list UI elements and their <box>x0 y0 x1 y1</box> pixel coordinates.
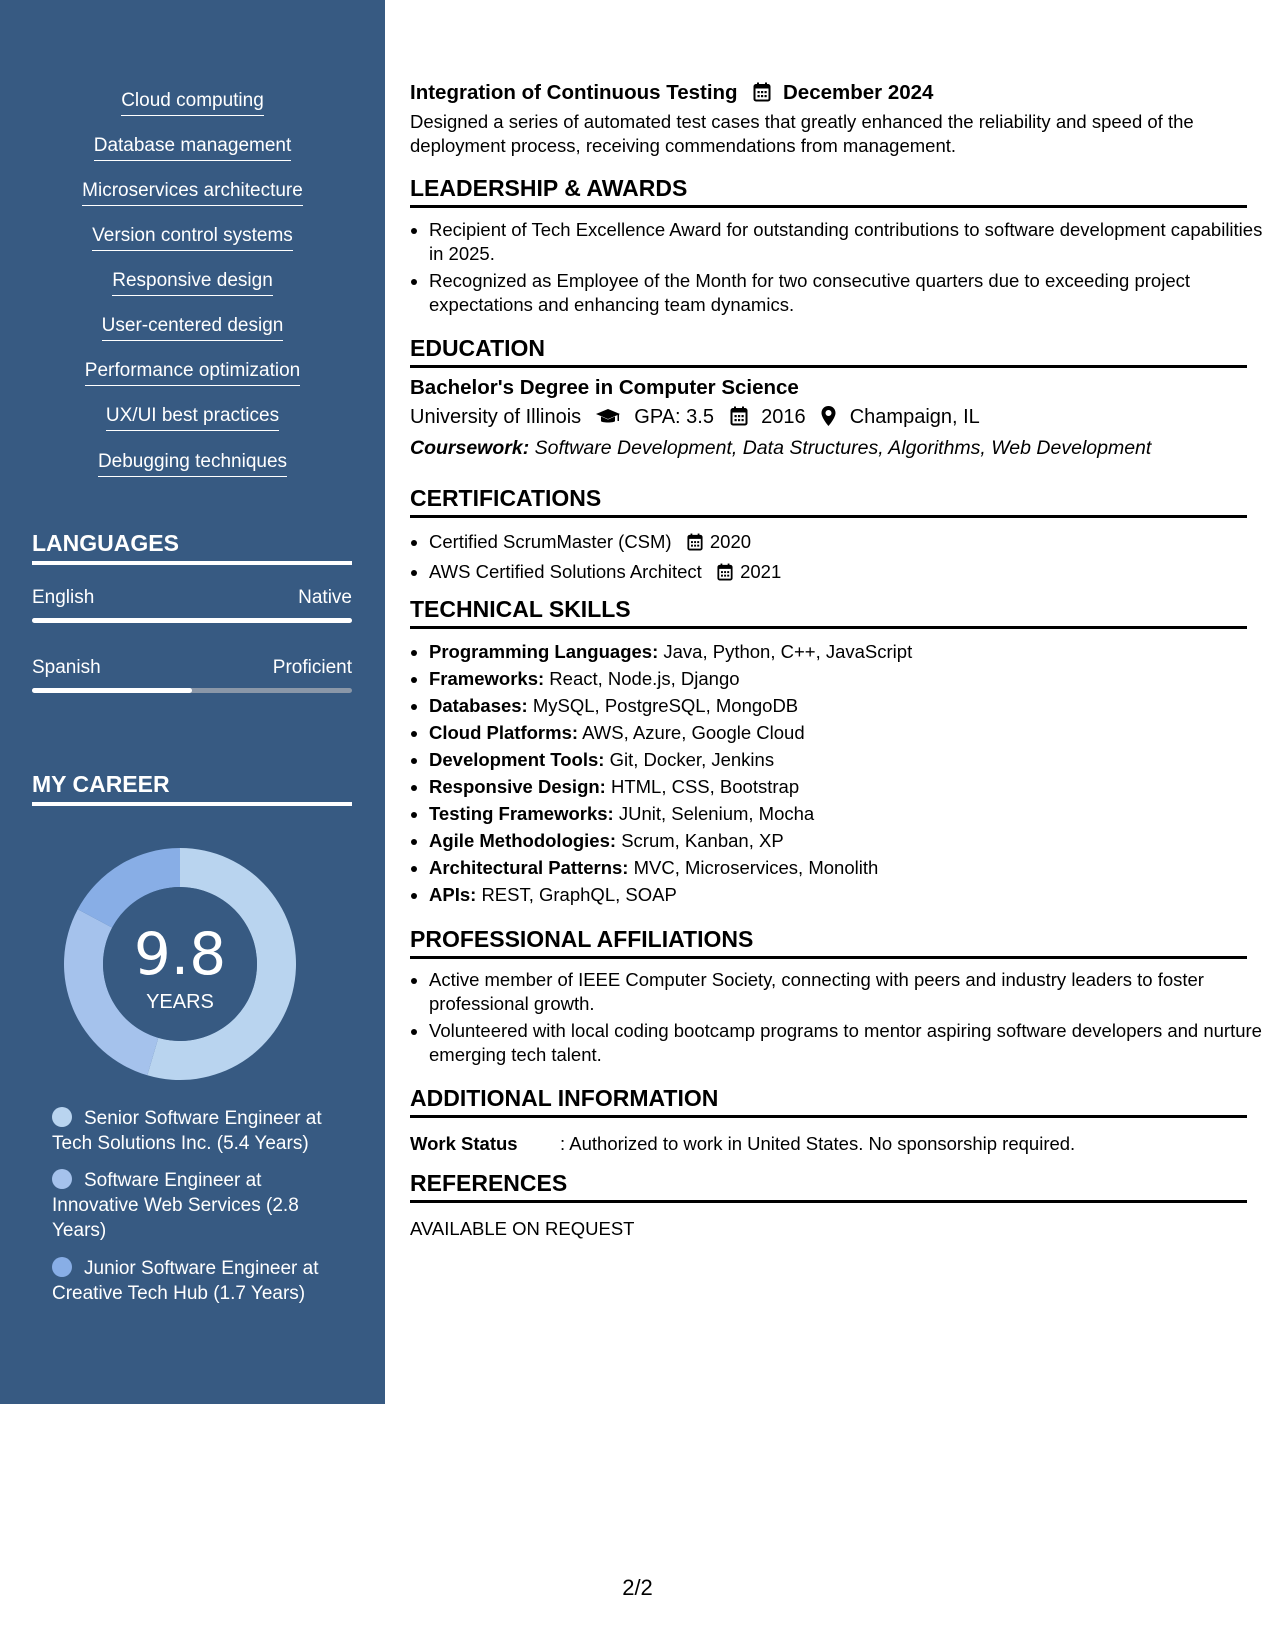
coursework-list: Software Development, Data Structures, Algorithms, Web Development <box>534 437 1152 459</box>
skill-value: JUnit, Selenium, Mocha <box>618 803 815 824</box>
list-item <box>429 773 1266 800</box>
graduation-year: 2016 <box>761 406 806 428</box>
list-item <box>429 719 1266 746</box>
career-item: Junior Software Engineer at Creative Tech Hub (1.7 Years) <box>52 1258 319 1304</box>
list-item: • Recipient of Tech Excellence Award for outstanding contributions to software development capabilities in 2025. <box>429 218 1266 266</box>
list-item <box>429 665 1266 692</box>
education-details <box>410 405 1247 432</box>
language-name: English <box>32 587 95 608</box>
skill-value: REST, GraphQL, SOAP <box>481 884 677 905</box>
references-heading: REFERENCES <box>410 1170 1247 1203</box>
language-bar-fill <box>32 618 352 623</box>
skill-label: Agile Methodologies: <box>429 830 617 851</box>
legend-dot <box>52 1257 72 1277</box>
languages-heading: LANGUAGES <box>32 530 352 565</box>
work-status-label: Work Status <box>410 1133 518 1154</box>
skill-item: Responsive design <box>0 270 385 296</box>
career-item: Senior Software Engineer at Tech Solutions Inc. (5.4 Years) <box>52 1108 322 1154</box>
skill-label: Development Tools: <box>429 749 605 770</box>
list-item <box>429 854 1266 881</box>
page-number: 2/2 <box>622 1575 653 1600</box>
list-item <box>429 638 1266 665</box>
list-item <box>429 881 1266 908</box>
technical-skills-list <box>410 638 1266 908</box>
certification-name: AWS Certified Solutions Architect <box>429 561 702 582</box>
project-description: Designed a series of automated test cases that greatly enhanced the reliability and speed of the deployment process, receiving commendations from management. <box>410 111 1194 156</box>
skill-item: Debugging techniques <box>0 451 385 477</box>
list-item: • Volunteered with local coding bootcamp programs to mentor aspiring software developers and nurture emerging tech talent. <box>429 1019 1266 1067</box>
additional-info-heading: ADDITIONAL INFORMATION <box>410 1085 1247 1118</box>
calendar-icon <box>687 531 703 558</box>
skill-value: MySQL, PostgreSQL, MongoDB <box>532 695 799 716</box>
legend-dot <box>52 1107 72 1127</box>
skill-label: Architectural Patterns: <box>429 857 629 878</box>
list-item <box>429 827 1266 854</box>
skill-label: Databases: <box>429 695 528 716</box>
list-item <box>429 528 1266 558</box>
work-status-value: : Authorized to work in United States. No sponsorship required. <box>560 1133 1076 1154</box>
language-row <box>32 587 352 609</box>
skill-label: Responsive Design: <box>429 776 606 797</box>
skill-value: Git, Docker, Jenkins <box>609 749 775 770</box>
skill-value: React, Node.js, Django <box>549 668 740 689</box>
gpa: GPA: 3.5 <box>634 406 714 428</box>
coursework-label: Coursework: <box>410 437 530 459</box>
language-row <box>32 657 352 679</box>
language-level: Native <box>298 587 352 608</box>
career-total-years: 9.8 <box>133 920 227 988</box>
language-bar <box>32 618 352 623</box>
career-item: Software Engineer at Innovative Web Services (2.8 Years) <box>52 1170 299 1241</box>
language-name: Spanish <box>32 657 101 678</box>
sidebar <box>0 0 385 1404</box>
graduation-cap-icon <box>595 408 621 432</box>
skill-item: UX/UI best practices <box>0 405 385 431</box>
leadership-heading: LEADERSHIP & AWARDS <box>410 175 1247 208</box>
skill-value: Java, Python, C++, JavaScript <box>663 641 913 662</box>
certification-name: Certified ScrumMaster (CSM) <box>429 531 672 552</box>
school-name: University of Illinois <box>410 406 582 428</box>
affiliations-heading: PROFESSIONAL AFFILIATIONS <box>410 926 1247 959</box>
skill-item: Cloud computing <box>0 90 385 116</box>
list-item <box>429 558 1266 588</box>
project-title: Integration of Continuous Testing <box>410 81 738 104</box>
language-bar-fill <box>32 688 192 693</box>
location-pin-icon <box>821 406 836 432</box>
project-date: December 2024 <box>783 81 934 104</box>
list-item: • Active member of IEEE Computer Society, connecting with peers and industry leaders to foster professional growth. <box>429 968 1266 1016</box>
affiliations-list <box>410 968 1266 1067</box>
references-text: AVAILABLE ON REQUEST <box>410 1218 635 1239</box>
skill-label: APIs: <box>429 884 477 905</box>
certification-year: 2021 <box>740 561 782 582</box>
skill-item: User-centered design <box>0 315 385 341</box>
language-bar <box>32 688 352 693</box>
certification-year: 2020 <box>709 531 752 552</box>
list-item <box>429 800 1266 827</box>
skill-value: Scrum, Kanban, XP <box>621 830 784 851</box>
certifications-list <box>410 528 1266 588</box>
skill-item: Database management <box>0 135 385 161</box>
skill-item: Version control systems <box>0 225 385 251</box>
skill-value: HTML, CSS, Bootstrap <box>610 776 800 797</box>
list-item <box>429 692 1266 719</box>
calendar-icon <box>717 561 733 588</box>
degree-title: Bachelor's Degree in Computer Science <box>410 376 799 399</box>
skill-label: Testing Frameworks: <box>429 803 614 824</box>
skill-label: Programming Languages: <box>429 641 659 662</box>
project-header <box>410 80 1247 109</box>
coursework <box>410 436 1247 460</box>
list-item <box>429 746 1266 773</box>
leadership-list <box>410 218 1266 317</box>
skill-value: AWS, Azure, Google Cloud <box>582 722 805 743</box>
career-years-unit: YEARS <box>146 991 214 1013</box>
list-item: • Recognized as Employee of the Month for two consecutive quarters due to exceeding project expectations and enhancing team dynamics. <box>429 269 1266 317</box>
education-heading: EDUCATION <box>410 335 1247 368</box>
technical-skills-heading: TECHNICAL SKILLS <box>410 596 1247 629</box>
language-level: Proficient <box>272 657 352 678</box>
work-status-row <box>410 1132 1247 1156</box>
skill-label: Frameworks: <box>429 668 545 689</box>
calendar-icon <box>730 406 748 432</box>
certifications-heading: CERTIFICATIONS <box>410 485 1247 518</box>
skill-item: Microservices architecture <box>0 180 385 206</box>
skill-label: Cloud Platforms: <box>429 722 579 743</box>
calendar-icon <box>753 82 771 109</box>
career-heading: MY CAREER <box>32 771 352 806</box>
school-location: Champaign, IL <box>849 406 980 428</box>
skill-value: MVC, Microservices, Monolith <box>633 857 879 878</box>
legend-dot <box>52 1169 72 1189</box>
career-donut-chart <box>64 848 296 1080</box>
skill-item: Performance optimization <box>0 360 385 386</box>
